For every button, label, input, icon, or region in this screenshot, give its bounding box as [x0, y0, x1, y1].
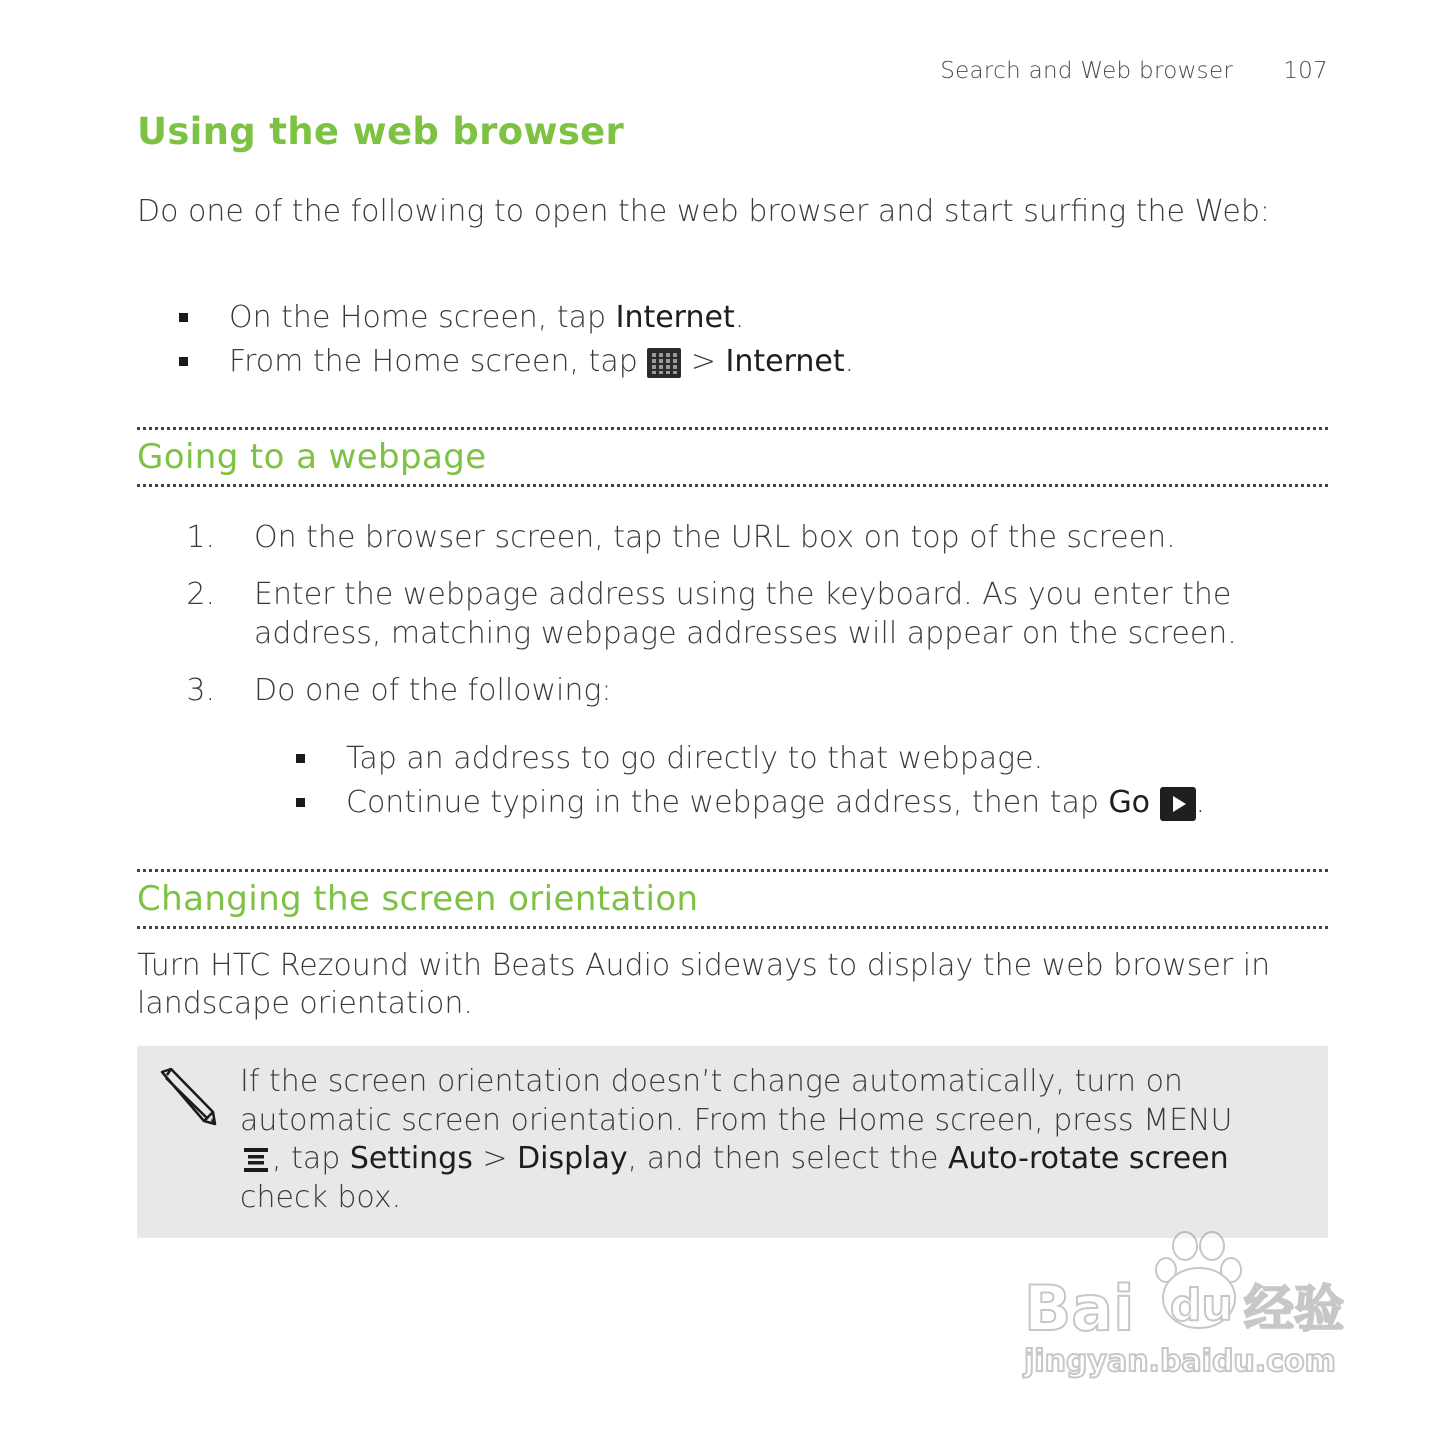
go-arrow-icon — [1160, 787, 1196, 821]
all-apps-grid-icon — [647, 348, 681, 378]
note-part: , and then select the — [627, 1141, 948, 1176]
list-item — [137, 296, 1328, 340]
note-text — [240, 1063, 1310, 1217]
option-text: From the Home screen, tap — [229, 344, 648, 379]
bullet-icon — [296, 798, 305, 807]
substep-tail: . — [1195, 785, 1206, 820]
watermark-brand: Bai — [1024, 1272, 1135, 1345]
option-separator: > — [681, 344, 726, 379]
note-settings: Settings — [349, 1141, 473, 1176]
list-item — [137, 737, 1328, 781]
note-display: Display — [517, 1141, 628, 1176]
step-text: Enter the webpage address using the keyboard. As you enter the address, matching webpage addresses will appear on the screen. — [254, 577, 1237, 651]
option-text: On the Home screen, tap — [229, 300, 616, 335]
baidu-watermark — [1020, 1228, 1360, 1388]
note-part: , tap — [272, 1141, 350, 1176]
intro-paragraph: Do one of the following to open the web browser and start surfing the Web: — [137, 194, 1270, 229]
note-part: If the screen orientation doesn’t change automatically, turn on automatic screen orientation. From the Home screen, press MENU — [240, 1064, 1233, 1138]
pencil-icon — [157, 1066, 219, 1128]
page-number: 107 — [1283, 58, 1328, 84]
step-text: On the browser screen, tap the URL box on top of the screen. — [254, 520, 1176, 555]
substep-text: Continue typing in the webpage address, then tap — [346, 785, 1109, 820]
list-item — [137, 781, 1328, 825]
step-item — [137, 518, 1328, 557]
bullet-icon — [179, 357, 188, 366]
orientation-paragraph: Turn HTC Rezound with Beats Audio sideways to display the web browser in landscape orientation. — [137, 948, 1271, 1021]
step-number: 3. — [186, 673, 215, 708]
section-header-going — [137, 427, 1328, 487]
substep-text: Tap an address to go directly to that webpage. — [346, 741, 1044, 776]
bullet-icon — [179, 313, 188, 322]
page-title: Using the web browser — [137, 110, 625, 153]
menu-icon — [240, 1145, 272, 1175]
step-text: Do one of the following: — [254, 673, 612, 708]
option-bold: Internet — [725, 344, 845, 379]
step-item — [137, 575, 1328, 653]
section-title: Changing the screen orientation — [137, 879, 699, 919]
running-header — [940, 58, 1328, 84]
step-number: 1. — [186, 520, 215, 555]
watermark-url: jingyan.baidu.com — [1024, 1344, 1336, 1379]
substeps-list — [137, 737, 1328, 825]
watermark-brand2: du — [1170, 1280, 1233, 1331]
section-title: Going to a webpage — [137, 437, 487, 477]
option-tail: . — [844, 344, 855, 379]
step-number: 2. — [186, 577, 215, 612]
watermark-cn: 经验 — [1244, 1280, 1344, 1338]
note-separator: > — [472, 1141, 518, 1176]
section-header-orientation — [137, 869, 1328, 929]
steps-list — [137, 518, 1328, 710]
note-part: check box. — [240, 1179, 402, 1215]
note-box — [137, 1046, 1328, 1238]
option-bold: Internet — [615, 300, 735, 335]
bullet-icon — [296, 754, 305, 763]
header-section-title: Search and Web browser — [940, 58, 1234, 84]
list-item — [137, 340, 1328, 384]
step-item — [137, 671, 1328, 710]
option-tail: . — [734, 300, 745, 335]
open-options-list — [137, 296, 1328, 384]
note-autorotate: Auto-rotate screen — [947, 1141, 1229, 1176]
substep-bold: Go — [1108, 785, 1151, 820]
